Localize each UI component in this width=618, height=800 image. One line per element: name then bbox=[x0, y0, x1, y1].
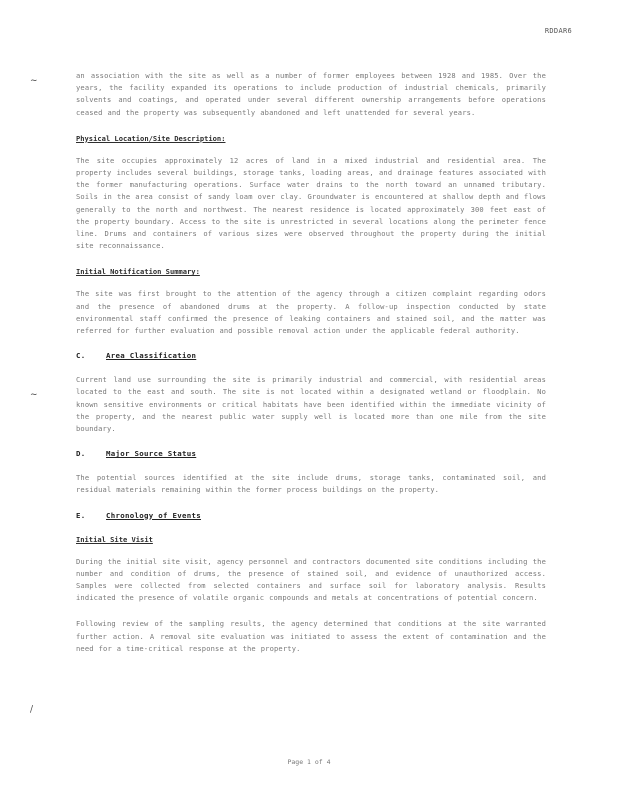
body-paragraph: During the initial site visit, agency personnel and contractors documented site conditions including the number and condition of drums, the presence of stained soil, and evidence of unauthorized access. Samples were collected from selected containers and surface soil for laboratory analysis. Results indicated the presence of volatile organic compounds and metals at concentrations of potential concern. bbox=[76, 556, 546, 603]
body-paragraph: The potential sources identified at the site include drums, storage tanks, contaminated soil, and residual materials remaining within the former process buildings on the property. bbox=[76, 473, 546, 495]
section-letter: D. bbox=[76, 449, 86, 459]
body-paragraph: The site occupies approximately 12 acres of land in a mixed industrial and residential area. The property includes several buildings, storage tanks, loading areas, and drainage features associated with the former manufacturing operations. Surface water drains to the north toward an unnamed tributary. Soils in the area consist of sandy loam over clay. Groundwater is encountered at shallow depth and flows generally to the north and northwest. The nearest residence is located approximately 300 feet east of the property boundary. Access to the site is unrestricted in several locations along the perimeter fence line. Drums and containers of various sizes were observed throughout the property during the initial site reconnaissance. bbox=[76, 155, 546, 251]
section-title: Chronology of Events bbox=[106, 510, 201, 520]
document-body bbox=[76, 70, 546, 669]
section-title: Area Classification bbox=[106, 351, 197, 361]
section-heading bbox=[76, 351, 546, 360]
margin-mark: / bbox=[30, 705, 34, 715]
margin-mark: ~ bbox=[30, 76, 38, 86]
body-paragraph: The site was first brought to the attention of the agency through a citizen complaint regarding odors and the presence of abandoned drums at the property. A follow-up inspection conducted by state environmental staff confirmed the presence of leaking containers and stained soil, and the matter was referred for further evaluation and possible removal action under the applicable federal authority. bbox=[76, 289, 546, 336]
subsection-heading: Initial Site Visit bbox=[76, 534, 153, 544]
document-id: RDDAR6 bbox=[544, 27, 572, 35]
section-title: Major Source Status bbox=[106, 449, 197, 459]
body-paragraph: an association with the site as well as a number of former employees between 1928 and 1985. Over the years, the facility expanded its operations to include production of industrial chemicals, primarily solvents and coatings, and operated under several different ownership arrangements before operations ceased and the property was subsequently abandoned and left unattended for several years. bbox=[76, 71, 546, 117]
subsection-heading: Physical Location/Site Description: bbox=[76, 133, 226, 143]
section-letter: C. bbox=[76, 351, 86, 361]
section-heading bbox=[76, 511, 546, 520]
section-letter: E. bbox=[76, 510, 86, 520]
body-paragraph: Current land use surrounding the site is primarily industrial and commercial, with residential areas located to the east and south. The site is not located within a designated wetland or floodplain. No known sensitive environments or critical habitats have been identified within the immediate vicinity of the property, and the nearest public water supply well is located more than one mile from the site boundary. bbox=[76, 375, 546, 434]
page-number: Page 1 of 4 bbox=[287, 758, 331, 766]
section-heading bbox=[76, 449, 546, 458]
subsection-heading: Initial Notification Summary: bbox=[76, 267, 200, 277]
margin-mark: ~ bbox=[30, 390, 38, 400]
body-paragraph: Following review of the sampling results, the agency determined that conditions at the site warranted further action. A removal site evaluation was initiated to assess the extent of contamination and the need for a time-critical response at the property. bbox=[76, 619, 546, 653]
